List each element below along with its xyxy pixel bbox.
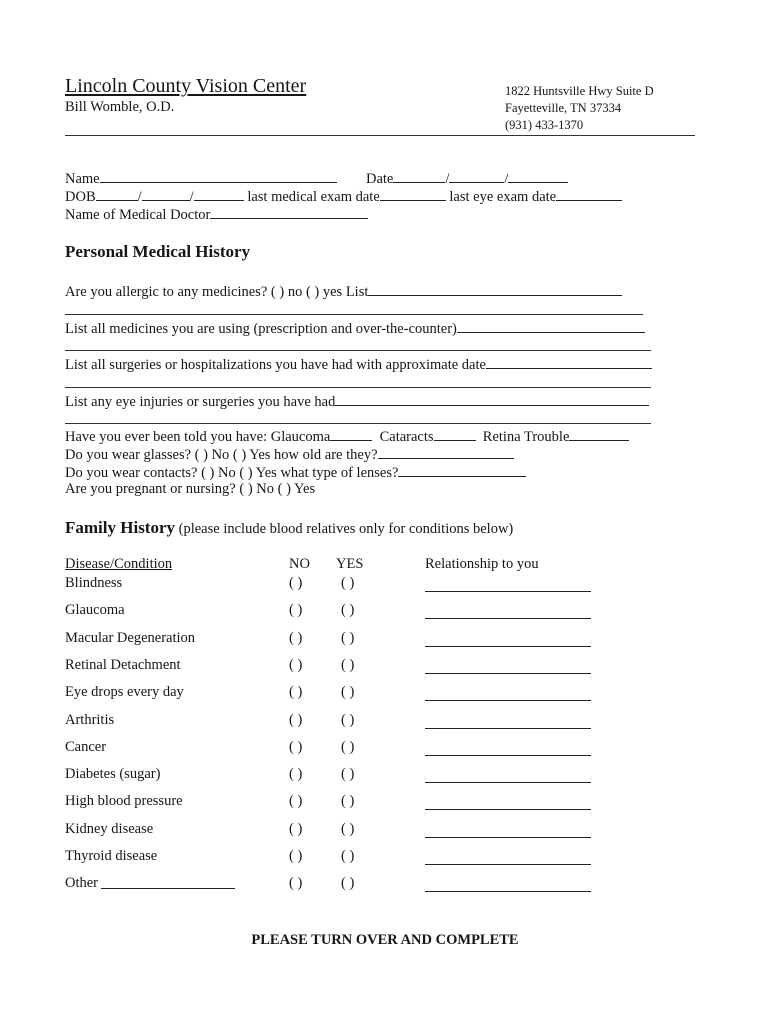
medical-history-heading: Personal Medical History (65, 242, 251, 261)
address-line-1: 1822 Huntsville Hwy Suite D (505, 84, 654, 98)
condition-yes-checkbox[interactable]: ( ) (341, 793, 355, 809)
dob-separator: / (189, 189, 194, 205)
address-line-2: Fayetteville, TN 37334 (505, 101, 622, 115)
condition-label: Other (65, 875, 99, 891)
condition-no-checkbox[interactable]: ( ) (289, 602, 303, 618)
condition-yes-checkbox[interactable]: ( ) (341, 602, 355, 618)
relationship-field[interactable] (425, 864, 591, 865)
condition-label: Cancer (65, 739, 107, 755)
col-condition-header: Disease/Condition (65, 556, 173, 572)
relationship-field[interactable] (425, 891, 591, 892)
condition-label: Kidney disease (65, 821, 154, 837)
glasses-question: Do you wear glasses? (65, 447, 192, 463)
date-year-field[interactable] (508, 170, 568, 183)
date-label: Date (366, 171, 394, 187)
eye-injuries-question: List any eye injuries or surgeries you have had (65, 394, 336, 410)
relationship-field[interactable] (425, 618, 591, 619)
relationship-field[interactable] (425, 646, 591, 647)
relationship-field[interactable] (425, 591, 591, 592)
condition-label: Diabetes (sugar) (65, 766, 161, 782)
pregnant-options[interactable]: ( ) No ( ) Yes (239, 481, 316, 497)
medicines-extra-line[interactable] (65, 350, 651, 351)
allergy-row (65, 283, 622, 300)
condition-no-checkbox[interactable]: ( ) (289, 630, 303, 646)
dob-year-field[interactable] (194, 188, 244, 201)
medicines-row (65, 320, 645, 337)
condition-label: Thyroid disease (65, 848, 158, 864)
name-row (65, 170, 337, 187)
footer-note: PLEASE TURN OVER AND COMPLETE (251, 932, 519, 948)
date-row (366, 170, 568, 187)
doctor-name: Bill Womble, O.D. (65, 99, 175, 115)
condition-no-checkbox[interactable]: ( ) (289, 657, 303, 673)
medical-doctor-label: Name of Medical Doctor (65, 207, 211, 223)
dob-month-field[interactable] (96, 188, 138, 201)
condition-no-checkbox[interactable]: ( ) (289, 793, 303, 809)
col-relationship-header: Relationship to you (425, 556, 539, 572)
allergy-list-field[interactable] (368, 283, 622, 296)
condition-no-checkbox[interactable]: ( ) (289, 684, 303, 700)
surgeries-question: List all surgeries or hospitalizations you have had with approximate date (65, 357, 486, 373)
condition-no-checkbox[interactable]: ( ) (289, 848, 303, 864)
allergy-yes-label: yes (322, 284, 343, 300)
condition-no-checkbox[interactable]: ( ) (289, 712, 303, 728)
condition-label: Eye drops every day (65, 684, 184, 700)
glaucoma-label: Glaucoma (270, 429, 331, 445)
pregnant-row (65, 482, 315, 497)
date-month-field[interactable] (393, 170, 445, 183)
date-separator: / (504, 171, 509, 187)
eye-injuries-row (65, 393, 649, 410)
condition-label: Retinal Detachment (65, 657, 181, 673)
glasses-age-field[interactable] (378, 446, 514, 459)
condition-no-checkbox[interactable]: ( ) (289, 575, 303, 591)
glasses-row (65, 446, 514, 463)
glaucoma-field[interactable] (330, 428, 372, 441)
allergy-list-label: List (345, 284, 369, 300)
col-yes-header: YES (336, 556, 364, 572)
relationship-field[interactable] (425, 837, 591, 838)
surgeries-field[interactable] (486, 356, 652, 369)
condition-no-checkbox[interactable]: ( ) (289, 766, 303, 782)
allergy-yes-checkbox[interactable]: ( ) (305, 284, 320, 300)
clinic-address (505, 83, 654, 134)
contacts-options[interactable]: ( ) No ( ) Yes (201, 465, 277, 481)
condition-yes-checkbox[interactable]: ( ) (341, 848, 355, 864)
pregnant-question: Are you pregnant or nursing? (65, 481, 236, 497)
dob-separator: / (137, 189, 142, 205)
condition-yes-checkbox[interactable]: ( ) (341, 766, 355, 782)
condition-yes-checkbox[interactable]: ( ) (341, 630, 355, 646)
condition-label: Glaucoma (65, 602, 125, 618)
relationship-field[interactable] (425, 728, 591, 729)
medicines-question: List all medicines you are using (prescription and over-the-counter) (65, 321, 457, 337)
dob-row (65, 188, 622, 205)
allergy-no-label: no (287, 284, 303, 300)
contacts-question: Do you wear contacts? (65, 465, 198, 481)
name-label: Name (65, 171, 100, 187)
col-no-header: NO (289, 556, 310, 572)
cataracts-label: Cataracts (379, 429, 434, 445)
contacts-type-field[interactable] (398, 464, 526, 477)
clinic-title: Lincoln County Vision Center (65, 75, 307, 97)
glasses-age-label: how old are they? (274, 447, 378, 463)
condition-yes-checkbox[interactable]: ( ) (341, 739, 355, 755)
condition-yes-checkbox[interactable]: ( ) (341, 684, 355, 700)
medical-doctor-row (65, 206, 368, 223)
last-eye-exam-label: last eye exam date (449, 189, 557, 205)
last-eye-exam-field[interactable] (556, 188, 622, 201)
surgeries-row (65, 356, 652, 373)
condition-label: Arthritis (65, 712, 115, 728)
dob-day-field[interactable] (142, 188, 190, 201)
relationship-field[interactable] (425, 673, 591, 674)
condition-yes-checkbox[interactable]: ( ) (341, 575, 355, 591)
medical-doctor-field[interactable] (210, 206, 368, 219)
conditions-question: Have you ever been told you have: (65, 429, 268, 445)
contacts-row (65, 464, 526, 481)
date-day-field[interactable] (449, 170, 504, 183)
surgeries-extra-line[interactable] (65, 387, 651, 388)
condition-label: Macular Degeneration (65, 630, 196, 646)
condition-yes-checkbox[interactable]: ( ) (341, 712, 355, 728)
last-medical-exam-field[interactable] (380, 188, 446, 201)
name-field[interactable] (100, 170, 337, 183)
allergy-question: Are you allergic to any medicines? (65, 284, 268, 300)
condition-no-checkbox[interactable]: ( ) (289, 821, 303, 837)
clinic-phone: (931) 433-1370 (505, 118, 584, 132)
eye-injuries-field[interactable] (335, 393, 649, 406)
relationship-field[interactable] (425, 700, 591, 701)
relationship-field[interactable] (425, 809, 591, 810)
condition-no-checkbox[interactable]: ( ) (289, 739, 303, 755)
header-divider (65, 135, 695, 136)
cataracts-field[interactable] (434, 428, 476, 441)
retina-trouble-field[interactable] (569, 428, 629, 441)
conditions-row (65, 428, 629, 445)
condition-yes-checkbox[interactable]: ( ) (341, 875, 355, 891)
relationship-field[interactable] (425, 755, 591, 756)
date-separator: / (445, 171, 450, 187)
condition-no-checkbox[interactable]: ( ) (289, 875, 303, 891)
family-history-subheading: (please include blood relatives only for conditions below) (178, 521, 514, 537)
glasses-options[interactable]: ( ) No ( ) Yes (194, 447, 271, 463)
retina-trouble-label: Retina Trouble (482, 429, 570, 445)
other-condition-wrap (101, 876, 235, 893)
other-condition-field[interactable] (101, 876, 235, 889)
family-history-heading-row (65, 519, 513, 537)
last-medical-exam-label: last medical exam date (247, 189, 380, 205)
contacts-type-label: what type of lenses? (280, 465, 399, 481)
relationship-field[interactable] (425, 782, 591, 783)
allergy-extra-line[interactable] (65, 314, 643, 315)
family-history-heading: Family History (65, 518, 176, 537)
allergy-no-checkbox[interactable]: ( ) (270, 284, 285, 300)
dob-label: DOB (65, 189, 96, 205)
eye-injuries-extra-line[interactable] (65, 423, 651, 424)
medicines-field[interactable] (457, 320, 645, 333)
condition-yes-checkbox[interactable]: ( ) (341, 821, 355, 837)
condition-yes-checkbox[interactable]: ( ) (341, 657, 355, 673)
condition-label: Blindness (65, 575, 123, 591)
condition-label: High blood pressure (65, 793, 183, 809)
